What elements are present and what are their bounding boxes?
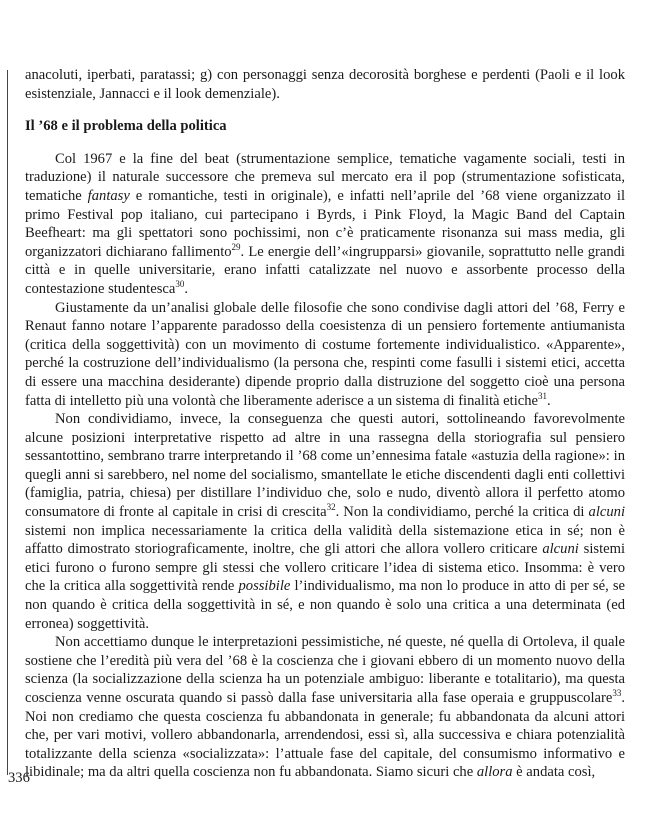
footnote-ref-29: 29 <box>231 241 241 252</box>
footnote-ref-32: 32 <box>326 502 336 513</box>
paragraph-2: Giustamente da un’analisi globale delle filosofie che sono condivise dagli attori del ’68, Ferry e Renaut fanno notare l’apparente paradosso della coesistenza di un pensiero fortemente antiumanista (critica della soggettività) con un movimento di costume fortemente individualistico. «Apparente», perché la costruzione dell’individualismo (la persona che, respinti come fasulli i sistemi etici, accetta di essere una macchina desiderante) dipende proprio dalla distruzione del soggetto cioè una persona fatta di intelletto più una volontà che liberamente aderisce a un sistema di finalità etiche$^{31}$. <box>25 299 625 409</box>
page-body <box>25 66 625 782</box>
margin-rule <box>7 70 8 775</box>
paragraph-continuation: anacoluti, iperbati, paratassi; g) con personaggi senza decorosità borghese e perdenti (Paoli e il look esistenziale, Jannacci e il look demenziale). <box>25 67 625 102</box>
footnote-ref-33: 33 <box>612 688 622 699</box>
paragraph-1: Col 1967 e la fine del beat (strumentazione semplice, tematiche vagamente sociali, testi in traduzione) il naturale successore che premeva sul mercato era il pop (strumentazione sofisticata, tematiche fantasy e romantiche, testi in originale), e infatti nell’aprile del ’68 viene organizzato il primo Festival pop italiano, cui partecipano i Byrds, i Pink Floyd, la Magic Band del Captain Beefheart: ma gli spettatori sono pochissimi, non c’è praticamente risonanza sui mass media, gli organizzatori dichiarano fallimento$^{29}$. Le energie dell’«ingrupparsi» giovanile, soprattutto nelle grandi città e in quelle universitarie, erano infatti catalizzate nel nuovo e assorbente processo della contestazione studentesca$^{30}$. <box>25 150 625 297</box>
paragraph-4: Non accettiamo dunque le interpretazioni pessimistiche, né queste, né quella di Ortoleva, il quale sostiene che l’eredità più vera del ’68 è la coscienza che i giovani ebbero di un momento nuovo della scienza (la socializzazione della scienza ha un potenziale ambiguo: liberante e totalitario), ma questa coscienza venne oscurata quando si passò dalla fase universitaria alla fase operaia e gruppuscolare$^{33}$. Noi non crediamo che questa coscienza fu abbandonata in generale; fu abbandonata da alcuni attori che, per vari motivi, vollero abbandonarla, arrendendosi, essi sì, alla successiva e chiara potenzialità totalizzante della scienza «socializzata»: l’attuale fase del capitale, del consumismo informativo e libidinale; ma da altri quella coscienza non fu abbandonata. Siamo sicuri che allora è andata così, <box>25 634 625 781</box>
paragraph-3: Non condividiamo, invece, la conseguenza che questi autori, sottolineando favorevolmente alcune posizioni interpretative rispetto ad altre in una rassegna della storiografia sul pensiero sessantottino, sembrano trarre interpretando il ’68 come un’ennesima fatale «astuzia della ragione»: in quegli anni si sarebbero, nel nome del socialismo, smantellate le etiche discendenti dagli enti collettivi (famiglia, patria, chiesa) per distillare l’individuo che, solo e nudo, diventò allora il perfetto atomo consumatore di fronte al capitale in crisi di crescita$^{32}$. Non la condividiamo, perché la critica di alcuni sistemi non implica necessariamente la critica della validità della sistemazione etica in sé; non è affatto dimostrato storiograficamente, inoltre, che gli attori che allora vollero criticare alcuni sistemi etici furono o furono sempre gli stessi che vollero criticare l’idea di sistema etico. Insomma: è vero che la critica alla soggettività rende possibile l’individualismo, ma non lo produce in atto di per sé, se non quando è critica della soggettività in sé, e non quando è solo una critica a una determinata (ed erronea) soggettività. <box>25 411 626 632</box>
page-number: 336 <box>8 770 30 786</box>
section-heading: Il ’68 e il problema della politica <box>25 118 227 135</box>
footnote-ref-30: 30 <box>175 279 185 290</box>
footnote-ref-31: 31 <box>538 390 548 401</box>
